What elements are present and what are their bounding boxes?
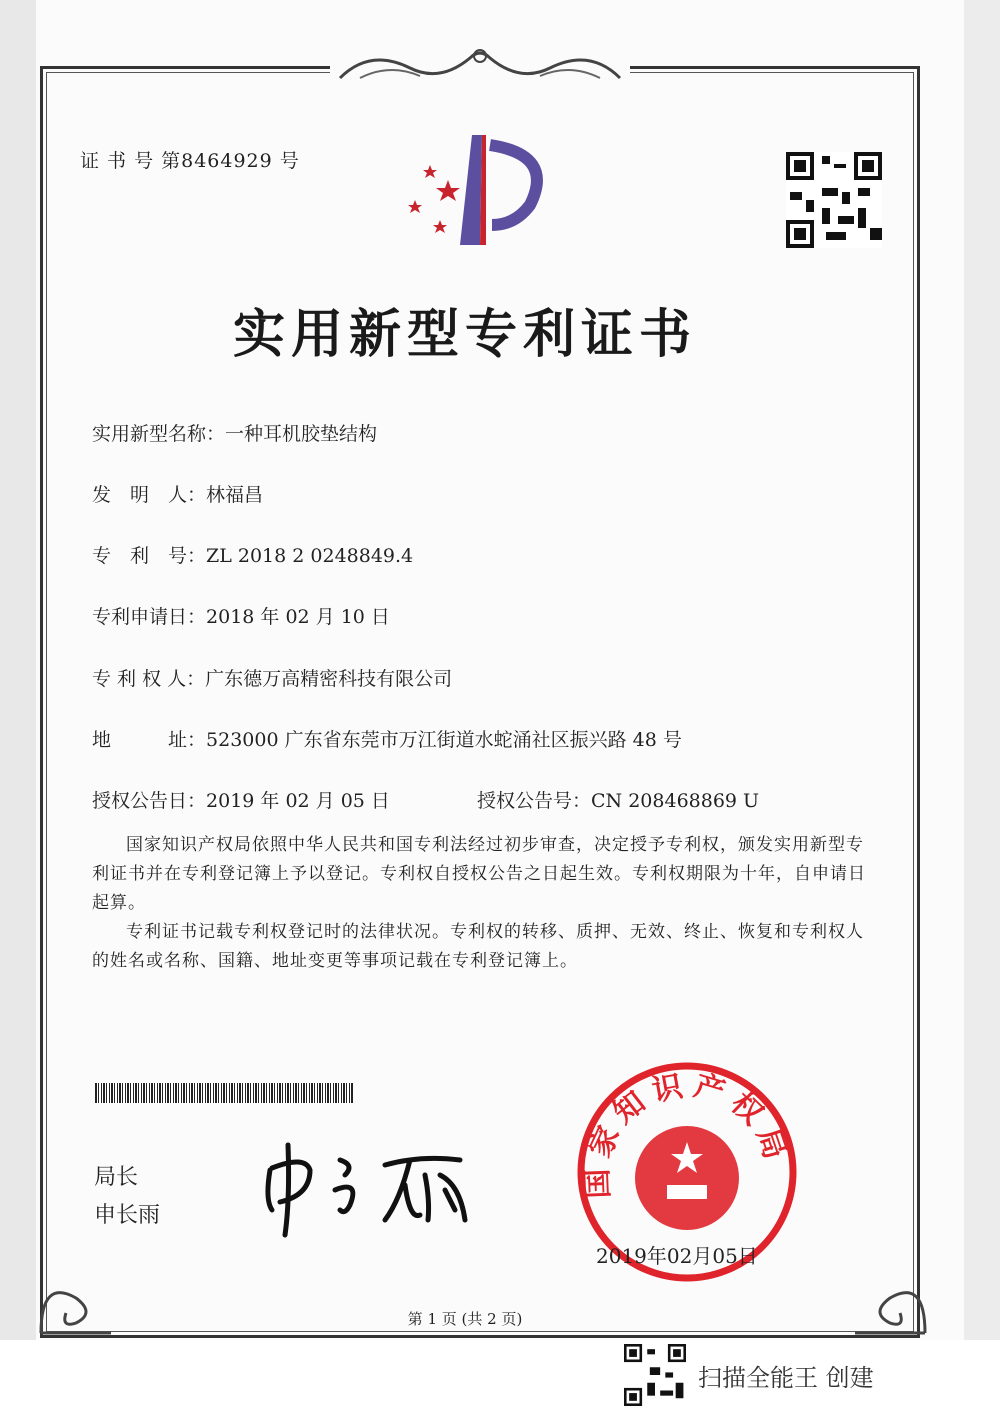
barcode-icon bbox=[95, 1083, 353, 1103]
field-label: 专 利 号： bbox=[92, 545, 207, 567]
director-title: 局长 bbox=[94, 1165, 139, 1190]
field-label: 授权公告日： bbox=[92, 790, 207, 812]
field-patentee bbox=[92, 664, 452, 691]
field-label: 发 明 人： bbox=[92, 484, 207, 506]
field-label: 实用新型名称： bbox=[92, 423, 226, 445]
top-ornament-icon bbox=[330, 38, 630, 88]
field-value: ZL 2018 2 0248849.4 bbox=[206, 545, 414, 567]
field-value: 523000 广东省东莞市万江街道水蛇涌社区振兴路 48 号 bbox=[206, 729, 682, 751]
statement-paragraph: 国家知识产权局依照中华人民共和国专利法经过初步审查，决定授予专利权，颁发实用新型专利证书并在专利登记簿上予以登记。专利权自授权公告之日起生效。专利权期限为十年，自申请日起算。 bbox=[92, 835, 866, 913]
cnipa-logo-icon bbox=[400, 130, 560, 250]
qr-code-icon bbox=[786, 152, 882, 248]
svg-text:国家知识产权局: 国家知识产权局 bbox=[579, 1067, 795, 1200]
director-signature-icon bbox=[260, 1140, 480, 1240]
scan-edge-right bbox=[964, 0, 1000, 1340]
field-inventor bbox=[92, 480, 263, 507]
field-label: 地 址： bbox=[92, 729, 207, 751]
certificate-number: 证 书 号 第8464929 号 bbox=[80, 150, 300, 172]
field-application-date bbox=[92, 602, 390, 629]
scanner-watermark-text: 扫描全能王 创建 bbox=[698, 1364, 874, 1392]
field-utility-model-name bbox=[92, 419, 377, 446]
field-value: 一种耳机胶垫结构 bbox=[225, 423, 378, 445]
field-address bbox=[92, 725, 682, 752]
seal-date: 2019年02月05日 bbox=[596, 1244, 758, 1268]
field-label: 专利申请日： bbox=[92, 606, 207, 628]
field-label: 专 利 权 人： bbox=[92, 668, 206, 690]
scan-edge-left bbox=[0, 0, 36, 1340]
field-value: 广东德万高精密科技有限公司 bbox=[205, 668, 453, 690]
field-label: 授权公告号： bbox=[477, 790, 592, 812]
field-value: 林福昌 bbox=[206, 484, 264, 506]
certificate-title: 实用新型专利证书 bbox=[232, 304, 697, 365]
field-value: CN 208468869 U bbox=[591, 790, 760, 812]
statement-paragraph: 专利证书记载专利权登记时的法律状况。专利权的转移、质押、无效、终止、恢复和专利权人的姓名或名称、国籍、地址变更等事项记载在专利登记簿上。 bbox=[92, 922, 864, 971]
field-announcement-number bbox=[477, 786, 759, 813]
field-patent-number bbox=[92, 541, 413, 568]
field-grant-date bbox=[92, 786, 390, 813]
field-value: 2018 年 02 月 10 日 bbox=[206, 606, 390, 628]
field-value: 2019 年 02 月 05 日 bbox=[206, 790, 390, 812]
director-name: 申长雨 bbox=[94, 1203, 161, 1228]
certificate-statement bbox=[92, 831, 867, 976]
footer-qr-code-icon bbox=[624, 1344, 686, 1406]
page-number: 第 1 页 (共 2 页) bbox=[407, 1310, 523, 1328]
